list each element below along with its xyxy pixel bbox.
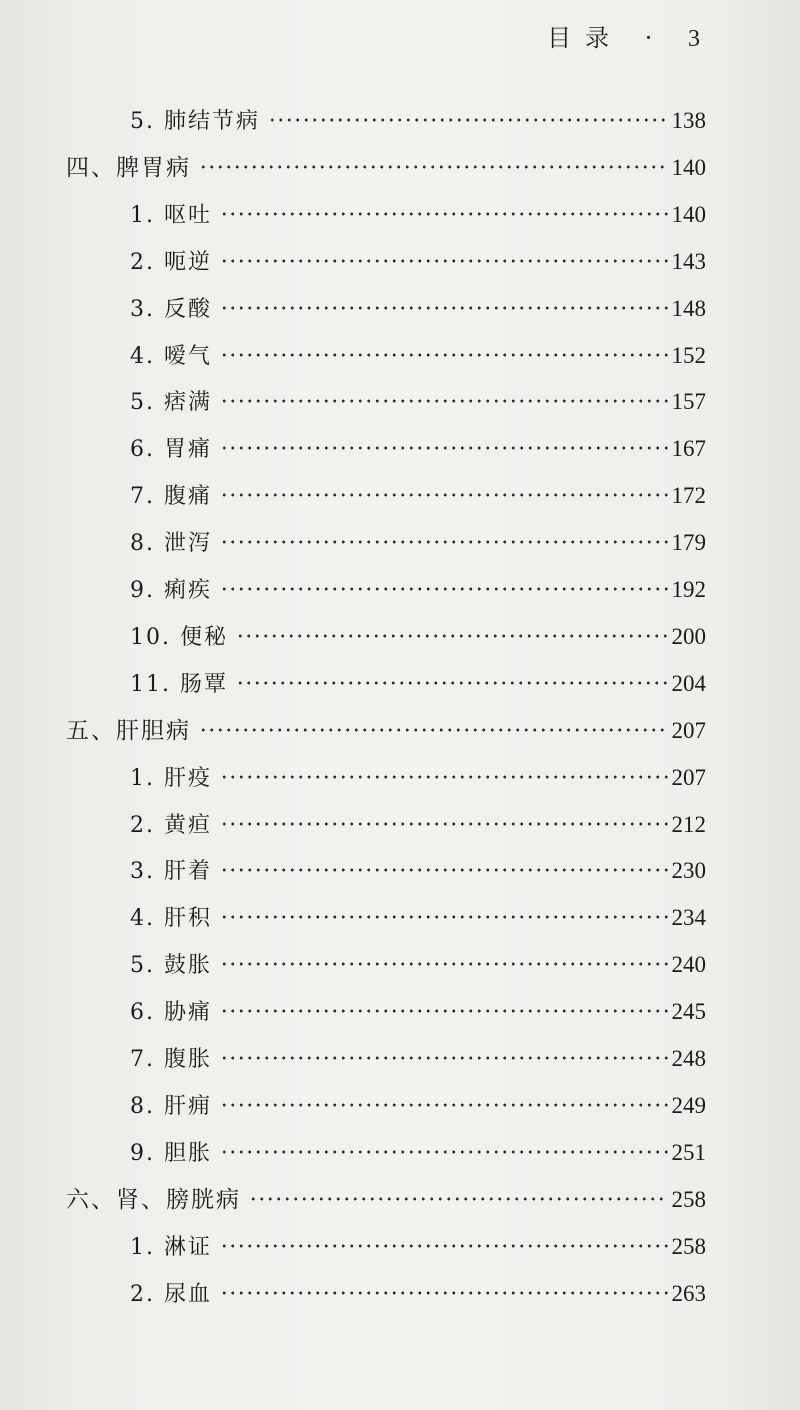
toc-entry-label: 10. 便秘 [130,624,228,650]
toc-entry-row [130,198,706,232]
toc-entry-row [130,761,706,795]
toc-entry-label: 2. 呃逆 [130,249,212,275]
toc-entry-label: 6. 胁痛 [130,1000,212,1026]
toc-section-row [66,714,706,748]
dot-leader [199,165,668,169]
toc-page-number: 234 [671,905,706,931]
dot-leader [220,1103,668,1107]
dot-leader [220,306,668,310]
toc-page-number: 249 [671,1092,706,1118]
toc-entry-label: 2. 黄疸 [130,812,212,838]
toc-entry-label: 6. 胃痛 [130,437,212,463]
toc-page-number: 258 [671,1186,706,1212]
toc-entry-row [130,1277,706,1311]
toc-entry-label: 3. 反酸 [130,296,212,322]
toc-entry-row [130,948,706,982]
toc-entry-row [130,1230,706,1264]
toc-page-number: 207 [671,717,706,743]
dot-leader [249,1197,668,1201]
toc-entry-label: 1. 肝疫 [130,765,212,791]
toc-entry-row [130,573,706,607]
toc-page-number: 248 [671,1046,706,1071]
toc-entry-label: 六、肾、膀胱病 [66,1186,241,1213]
dot-leader [220,353,668,357]
toc-entry-label: 3. 肝着 [130,859,212,885]
toc-entry-label: 4. 嗳气 [130,343,212,369]
dot-leader [220,399,668,403]
toc-page-number: 140 [671,201,706,227]
dot-leader [236,681,668,685]
dot-leader [220,1150,668,1154]
toc-entry-row [130,1136,706,1170]
toc-entry-row [130,620,706,654]
toc-page-number: 192 [671,577,706,602]
toc-page-number: 204 [671,670,706,696]
toc-page-number: 179 [671,530,706,556]
toc-entry-label: 5. 痞满 [130,390,212,416]
toc-entry-label: 11. 肠覃 [130,671,228,697]
toc-entry-row [130,1089,706,1123]
toc-page-number: 263 [671,1280,706,1306]
toc-entry-label: 7. 腹胀 [130,1047,212,1072]
toc-entry-label: 五、肝胆病 [66,717,191,744]
dot-leader [220,587,668,591]
toc-page-number: 140 [671,154,706,180]
toc-entry-label: 1. 淋证 [130,1234,212,1260]
header-separator: · [644,24,667,52]
dot-leader [220,1291,668,1295]
dot-leader [220,822,668,826]
toc-page-number: 251 [671,1139,706,1165]
toc-page-number: 143 [671,248,706,274]
toc-page-number: 138 [671,108,706,133]
toc-page-number: 207 [671,764,706,790]
toc-page-number: 172 [671,483,706,509]
toc-entry-row [130,432,706,466]
toc-entry-row [130,385,706,419]
toc-entry-row [130,901,706,935]
dot-leader [220,775,668,779]
toc-page-number: 148 [671,295,706,321]
toc-page-number: 245 [671,999,706,1025]
dot-leader [220,493,668,497]
toc-entry-label: 4. 肝积 [130,906,212,932]
toc-entry-row [130,667,706,701]
toc-entry-row [130,854,706,888]
dot-leader [220,212,668,216]
dot-leader [220,1244,668,1248]
toc-entry-row [130,339,706,373]
dot-leader [220,962,668,966]
dot-leader [220,259,668,263]
chapter-title: 目录 [547,24,624,52]
dot-leader [220,1056,668,1060]
dot-leader [199,728,668,732]
toc-entry-label: 7. 腹痛 [130,484,212,510]
toc-entry-label: 5. 鼓胀 [130,953,212,979]
toc-entry-label: 9. 痢疾 [130,578,212,603]
toc-entry-label: 2. 尿血 [130,1281,212,1307]
dot-leader [220,915,668,919]
toc-entry-row [130,526,706,560]
toc-entry-label: 四、脾胃病 [66,154,191,181]
dot-leader [236,634,668,638]
toc-entry-row [130,808,706,842]
toc-entry-row [130,1042,706,1076]
toc-page-number: 157 [671,389,706,415]
toc-page-number: 240 [671,952,706,978]
toc-entry-row [130,104,706,138]
dot-leader [268,118,668,122]
toc-page-number: 167 [671,436,706,462]
page-number: 3 [688,26,700,52]
dot-leader [220,868,668,872]
toc-section-row [66,151,706,185]
toc-page-number: 258 [671,1233,706,1259]
toc-entry-label: 8. 肝痈 [130,1093,212,1119]
toc-entry-row [130,479,706,513]
toc-entry-row [130,292,706,326]
toc-entry-label: 9. 胆胀 [130,1140,212,1166]
toc-page-number: 230 [671,858,706,884]
dot-leader [220,1009,668,1013]
toc-entry-label: 5. 肺结节病 [130,109,260,134]
toc-entry-label: 1. 呕吐 [130,202,212,228]
dot-leader [220,446,668,450]
toc-entry-label: 8. 泄泻 [130,531,212,557]
toc-section-row [66,1183,706,1217]
dot-leader [220,540,668,544]
toc-page-number: 200 [671,623,706,649]
toc-entry-row [130,245,706,279]
toc-page-number: 152 [671,342,706,368]
toc-page-number: 212 [671,811,706,837]
toc-entry-row [130,995,706,1029]
